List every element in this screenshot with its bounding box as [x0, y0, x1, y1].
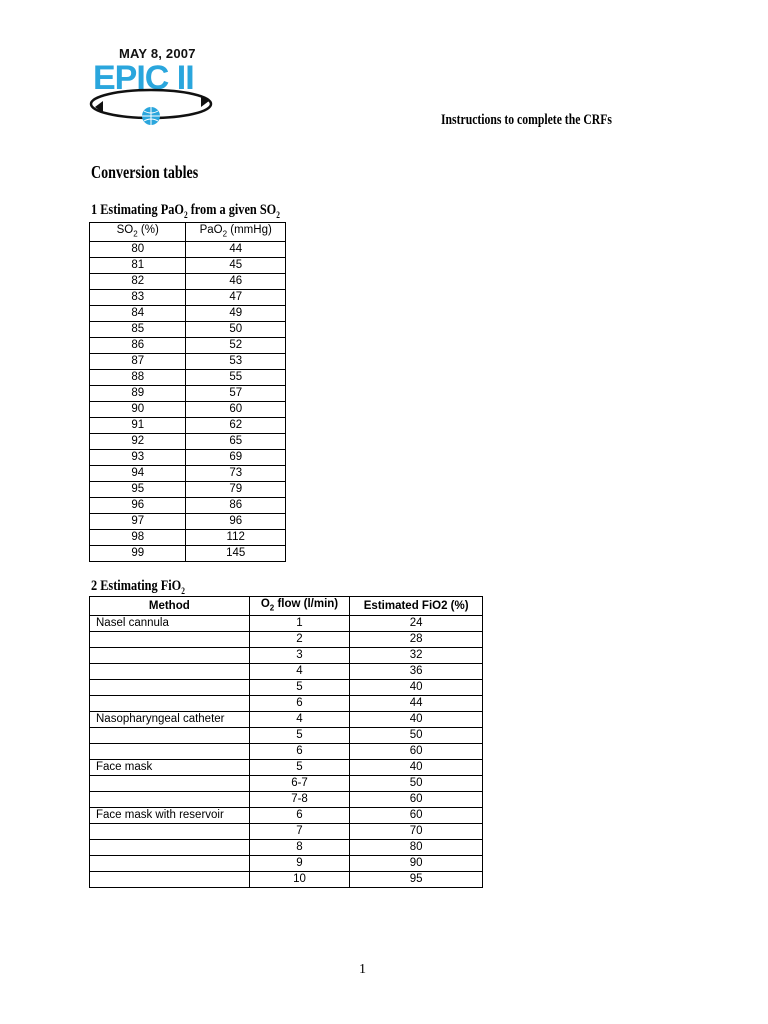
so2-cell: 81	[90, 258, 186, 274]
method-cell: Nasel cannula	[90, 616, 250, 632]
table-row	[90, 338, 286, 354]
table-row	[90, 466, 286, 482]
fio2-cell: 36	[350, 664, 483, 680]
pao2-cell: 46	[186, 274, 286, 290]
pao2-cell: 49	[186, 306, 286, 322]
table-row	[90, 840, 483, 856]
flow-cell: 5	[249, 680, 350, 696]
table-row	[90, 776, 483, 792]
method-cell	[90, 696, 250, 712]
pao2-cell: 62	[186, 418, 286, 434]
method-cell	[90, 648, 250, 664]
flow-cell: 3	[249, 648, 350, 664]
so2-cell: 84	[90, 306, 186, 322]
pao2-cell: 44	[186, 242, 286, 258]
so2-cell: 95	[90, 482, 186, 498]
flow-cell: 10	[249, 872, 350, 888]
fio2-cell: 40	[350, 680, 483, 696]
flow-cell: 5	[249, 728, 350, 744]
pao2-cell: 79	[186, 482, 286, 498]
pao2-cell: 50	[186, 322, 286, 338]
section-title: Conversion tables	[91, 162, 199, 182]
method-column-header: Method	[90, 597, 250, 616]
so2-cell: 93	[90, 450, 186, 466]
so2-cell: 99	[90, 546, 186, 562]
table-row	[90, 808, 483, 824]
pao2-cell: 57	[186, 386, 286, 402]
fio2-table	[89, 596, 483, 888]
table-row	[90, 386, 286, 402]
table-row	[90, 306, 286, 322]
table-row	[90, 274, 286, 290]
pao2-cell: 69	[186, 450, 286, 466]
document-header: Instructions to complete the CRFs	[441, 112, 612, 128]
fio2-cell: 80	[350, 840, 483, 856]
flow-cell: 6	[249, 744, 350, 760]
so2-cell: 92	[90, 434, 186, 450]
pao2-cell: 65	[186, 434, 286, 450]
flow-cell: 1	[249, 616, 350, 632]
table-row	[90, 322, 286, 338]
table-row	[90, 792, 483, 808]
epic-ii-logo	[89, 46, 229, 132]
so2-cell: 96	[90, 498, 186, 514]
fio2-cell: 70	[350, 824, 483, 840]
fio2-cell: 95	[350, 872, 483, 888]
table-row	[90, 530, 286, 546]
table-row	[90, 696, 483, 712]
method-cell	[90, 856, 250, 872]
fio2-cell: 40	[350, 712, 483, 728]
method-cell	[90, 664, 250, 680]
table-row	[90, 402, 286, 418]
method-cell	[90, 792, 250, 808]
flow-cell: 7-8	[249, 792, 350, 808]
flow-cell: 4	[249, 712, 350, 728]
table-row	[90, 290, 286, 306]
pao2-cell: 55	[186, 370, 286, 386]
fio2-cell: 40	[350, 760, 483, 776]
globe-orbit-icon	[89, 82, 229, 132]
so2-cell: 86	[90, 338, 186, 354]
table-row	[90, 242, 286, 258]
table-header-row	[90, 223, 286, 242]
so2-cell: 90	[90, 402, 186, 418]
pao2-cell: 60	[186, 402, 286, 418]
flow-column-header: $O_2$ flow (l/min)	[249, 597, 350, 616]
so2-cell: 91	[90, 418, 186, 434]
so2-cell: 82	[90, 274, 186, 290]
flow-cell: 6-7	[249, 776, 350, 792]
fio2-cell: 60	[350, 792, 483, 808]
flow-cell: 4	[249, 664, 350, 680]
fio2-cell: 60	[350, 808, 483, 824]
table-row	[90, 514, 286, 530]
method-cell	[90, 840, 250, 856]
fio2-cell: 60	[350, 744, 483, 760]
pao2-cell: 73	[186, 466, 286, 482]
table-row	[90, 728, 483, 744]
pao2-cell: 52	[186, 338, 286, 354]
table-row	[90, 632, 483, 648]
table2-title: 2 Estimating FiO$_2$	[91, 578, 185, 596]
fio2-cell: 50	[350, 728, 483, 744]
table-row	[90, 546, 286, 562]
pao2-cell: 53	[186, 354, 286, 370]
method-cell: Face mask with reservoir	[90, 808, 250, 824]
fio2-cell: 32	[350, 648, 483, 664]
method-cell: Nasopharyngeal catheter	[90, 712, 250, 728]
method-cell	[90, 680, 250, 696]
method-cell	[90, 776, 250, 792]
so2-cell: 94	[90, 466, 186, 482]
fio2-cell: 44	[350, 696, 483, 712]
logo-date: MAY 8, 2007	[119, 46, 196, 61]
so2-column-header: $SO_2$ (%)	[90, 223, 186, 242]
flow-cell: 6	[249, 808, 350, 824]
table-row	[90, 482, 286, 498]
so2-cell: 98	[90, 530, 186, 546]
pao2-cell: 112	[186, 530, 286, 546]
table-row	[90, 664, 483, 680]
so2-cell: 87	[90, 354, 186, 370]
table-row	[90, 712, 483, 728]
table-row	[90, 648, 483, 664]
pao2-cell: 86	[186, 498, 286, 514]
method-cell: Face mask	[90, 760, 250, 776]
table-row	[90, 744, 483, 760]
fio2-cell: 50	[350, 776, 483, 792]
so2-cell: 89	[90, 386, 186, 402]
table-row	[90, 450, 286, 466]
pao2-cell: 145	[186, 546, 286, 562]
table-row	[90, 418, 286, 434]
so2-cell: 88	[90, 370, 186, 386]
method-cell	[90, 744, 250, 760]
so2-pao2-table	[89, 222, 286, 562]
method-cell	[90, 824, 250, 840]
table-row	[90, 370, 286, 386]
flow-cell: 2	[249, 632, 350, 648]
table-header-row	[90, 597, 483, 616]
table-row	[90, 258, 286, 274]
fio2-cell: 28	[350, 632, 483, 648]
pao2-cell: 47	[186, 290, 286, 306]
method-cell	[90, 872, 250, 888]
so2-cell: 83	[90, 290, 186, 306]
table-row	[90, 498, 286, 514]
table-row	[90, 434, 286, 450]
flow-cell: 8	[249, 840, 350, 856]
fio2-cell: 90	[350, 856, 483, 872]
table-row	[90, 680, 483, 696]
flow-cell: 5	[249, 760, 350, 776]
table-row	[90, 616, 483, 632]
table-row	[90, 824, 483, 840]
fio2-column-header: Estimated FiO2 (%)	[350, 597, 483, 616]
flow-cell: 7	[249, 824, 350, 840]
so2-cell: 97	[90, 514, 186, 530]
page-number: 1	[359, 962, 366, 977]
table1-title: 1 Estimating PaO$_2$ from a given $SO_2$	[91, 202, 280, 220]
table-row	[90, 872, 483, 888]
logo-name: EPIC II	[93, 59, 194, 97]
table-row	[90, 760, 483, 776]
pao2-cell: 45	[186, 258, 286, 274]
flow-cell: 9	[249, 856, 350, 872]
fio2-cell: 24	[350, 616, 483, 632]
so2-cell: 85	[90, 322, 186, 338]
table-row	[90, 856, 483, 872]
flow-cell: 6	[249, 696, 350, 712]
table-row	[90, 354, 286, 370]
pao2-cell: 96	[186, 514, 286, 530]
pao2-column-header: PaO$_2$ (mmHg)	[186, 223, 286, 242]
method-cell	[90, 728, 250, 744]
method-cell	[90, 632, 250, 648]
so2-cell: 80	[90, 242, 186, 258]
